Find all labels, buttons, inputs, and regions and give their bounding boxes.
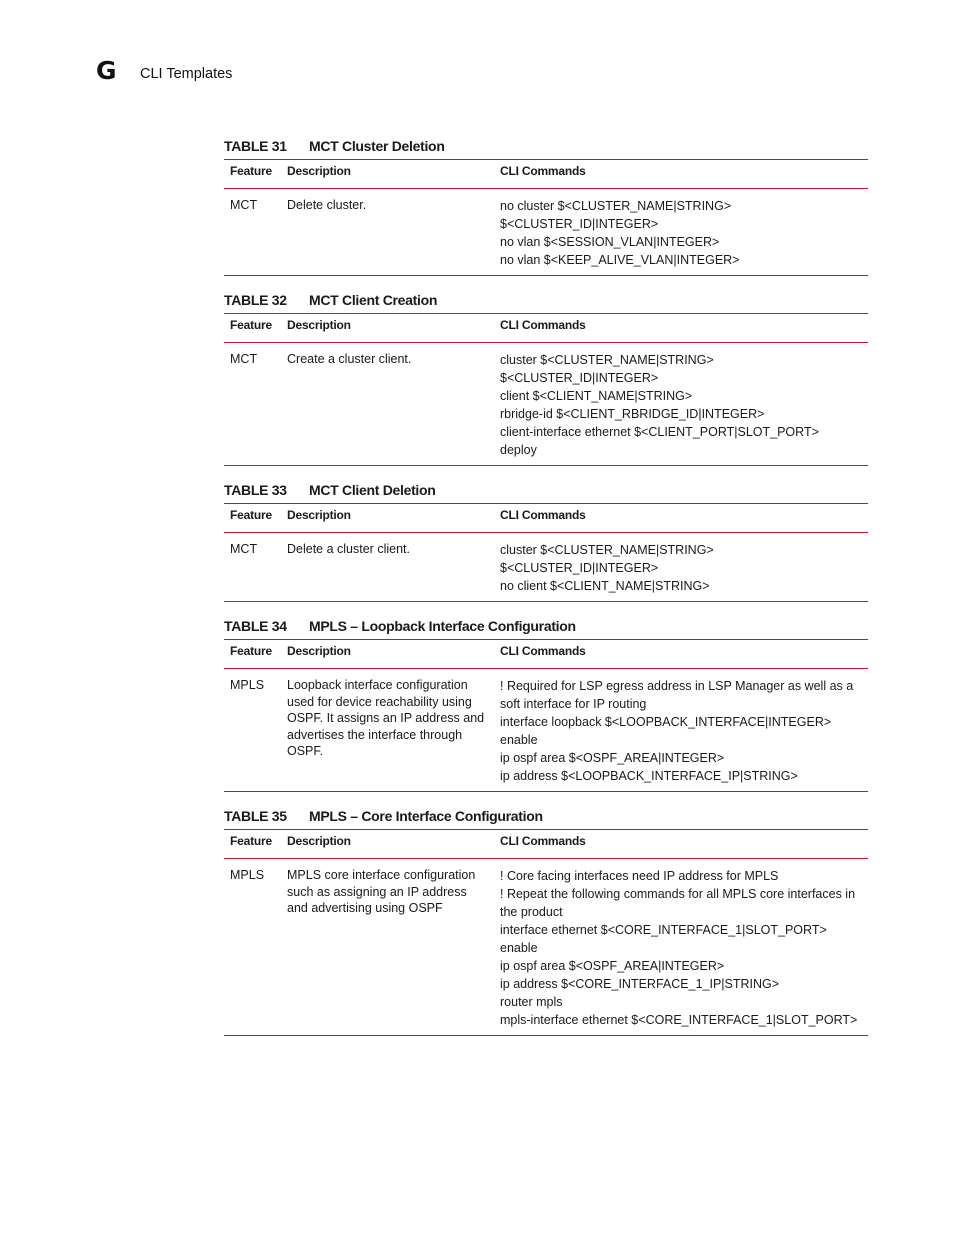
table-header-row — [224, 640, 868, 669]
table-row — [224, 343, 868, 466]
cli-command-line: enable — [500, 733, 538, 747]
table-caption — [224, 138, 868, 154]
cli-command-line: no vlan $<SESSION_VLAN|INTEGER> — [500, 235, 720, 249]
cli-table — [224, 639, 868, 792]
cli-table — [224, 829, 868, 1036]
cli-commands-cell — [496, 533, 868, 602]
table-number: TABLE 35 — [224, 808, 287, 824]
table-row — [224, 859, 868, 1036]
column-header: Feature — [230, 834, 272, 848]
column-header: Feature — [230, 644, 272, 658]
table-block — [224, 808, 868, 1036]
cli-commands-cell — [496, 669, 868, 792]
table-block — [224, 482, 868, 602]
feature-cell: MCT — [230, 198, 258, 212]
table-caption — [224, 292, 868, 308]
cli-commands-cell — [496, 343, 868, 466]
cli-command-line: cluster $<CLUSTER_NAME|STRING> $<CLUSTER_ID|INTEGER> — [500, 353, 714, 385]
table-title: MCT Client Creation — [309, 292, 438, 308]
column-header: Feature — [230, 508, 272, 522]
table-header-row — [224, 160, 868, 189]
description-cell: Create a cluster client. — [287, 352, 412, 366]
table-header-row — [224, 504, 868, 533]
feature-cell: MCT — [230, 352, 258, 366]
cli-command-line: ip address $<CORE_INTERFACE_1_IP|STRING> — [500, 977, 780, 991]
table-number: TABLE 31 — [224, 138, 287, 154]
column-header: CLI Commands — [500, 508, 586, 522]
cli-command-line: ip ospf area $<OSPF_AREA|INTEGER> — [500, 959, 725, 973]
cli-table — [224, 503, 868, 602]
cli-table — [224, 159, 868, 276]
table-caption — [224, 482, 868, 498]
description-cell: Delete cluster. — [287, 198, 367, 212]
cli-command-line: cluster $<CLUSTER_NAME|STRING> $<CLUSTER_ID|INTEGER> — [500, 543, 714, 575]
table-row — [224, 533, 868, 602]
cli-command-line: ! Required for LSP egress address in LSP Manager as well as a soft interface for IP routing — [500, 679, 854, 711]
table-title: MCT Client Deletion — [309, 482, 436, 498]
cli-command-line: mpls-interface ethernet $<CORE_INTERFACE_1|SLOT_PORT> — [500, 1013, 858, 1027]
cli-commands-cell — [496, 189, 868, 276]
table-title: MPLS – Core Interface Configuration — [309, 808, 543, 824]
column-header: Description — [287, 164, 351, 178]
cli-command-line: ! Repeat the following commands for all MPLS core interfaces in the product — [500, 887, 856, 919]
cli-command-line: client-interface ethernet $<CLIENT_PORT|SLOT_PORT> — [500, 425, 819, 439]
column-header: Description — [287, 318, 351, 332]
feature-cell: MCT — [230, 542, 258, 556]
column-header: Description — [287, 508, 351, 522]
cli-table — [224, 313, 868, 466]
tables-container — [224, 138, 868, 1052]
cli-command-line: client $<CLIENT_NAME|STRING> — [500, 389, 693, 403]
table-block — [224, 618, 868, 792]
chapter-title: CLI Templates — [140, 66, 233, 82]
description-cell: MPLS core interface configuration such as assigning an IP address and advertising using OSPF — [287, 868, 476, 915]
chapter-letter: G — [96, 56, 117, 85]
cli-command-line: ip ospf area $<OSPF_AREA|INTEGER> — [500, 751, 725, 765]
table-number: TABLE 34 — [224, 618, 287, 634]
table-row — [224, 669, 868, 792]
cli-commands-cell — [496, 859, 868, 1036]
table-title: MCT Cluster Deletion — [309, 138, 445, 154]
table-number: TABLE 32 — [224, 292, 287, 308]
column-header: Feature — [230, 164, 272, 178]
cli-command-line: router mpls — [500, 995, 563, 1009]
cli-command-line: deploy — [500, 443, 537, 457]
cli-command-line: interface ethernet $<CORE_INTERFACE_1|SLOT_PORT> — [500, 923, 827, 937]
table-block — [224, 138, 868, 276]
cli-command-line: enable — [500, 941, 538, 955]
cli-command-line: no cluster $<CLUSTER_NAME|STRING> — [500, 199, 732, 213]
description-cell: Loopback interface configuration used for device reachability using OSPF. It assigns an IP address and advertises the interface through OSPF. — [287, 678, 485, 758]
cli-command-line: no client $<CLIENT_NAME|STRING> — [500, 579, 710, 593]
feature-cell: MPLS — [230, 868, 265, 882]
table-caption — [224, 618, 868, 634]
cli-command-line: interface loopback $<LOOPBACK_INTERFACE|INTEGER> — [500, 715, 832, 729]
cli-command-line: $<CLUSTER_ID|INTEGER> — [500, 217, 659, 231]
table-header-row — [224, 314, 868, 343]
description-cell: Delete a cluster client. — [287, 542, 410, 556]
table-block — [224, 292, 868, 466]
column-header: CLI Commands — [500, 318, 586, 332]
column-header: Description — [287, 644, 351, 658]
table-title: MPLS – Loopback Interface Configuration — [309, 618, 576, 634]
column-header: CLI Commands — [500, 164, 586, 178]
cli-command-line: ip address $<LOOPBACK_INTERFACE_IP|STRING> — [500, 769, 798, 783]
column-header: Feature — [230, 318, 272, 332]
table-caption — [224, 808, 868, 824]
column-header: CLI Commands — [500, 644, 586, 658]
table-row — [224, 189, 868, 276]
table-header-row — [224, 830, 868, 859]
feature-cell: MPLS — [230, 678, 265, 692]
cli-command-line: no vlan $<KEEP_ALIVE_VLAN|INTEGER> — [500, 253, 740, 267]
cli-command-line: ! Core facing interfaces need IP address for MPLS — [500, 869, 779, 883]
table-number: TABLE 33 — [224, 482, 287, 498]
column-header: Description — [287, 834, 351, 848]
column-header: CLI Commands — [500, 834, 586, 848]
cli-command-line: rbridge-id $<CLIENT_RBRIDGE_ID|INTEGER> — [500, 407, 765, 421]
